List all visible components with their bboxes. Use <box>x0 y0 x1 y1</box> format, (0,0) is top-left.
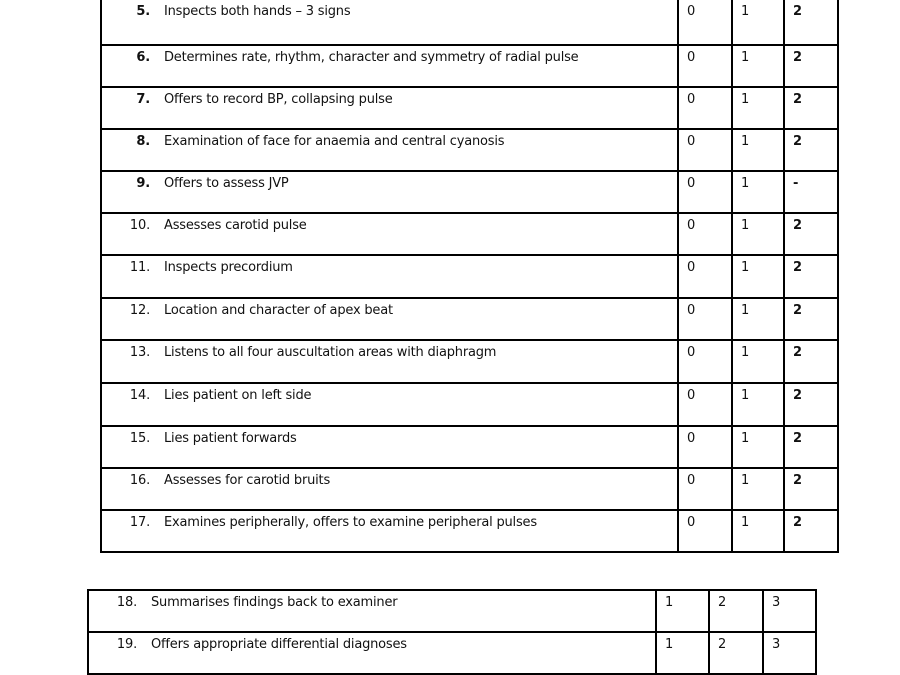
score-cell <box>763 590 816 632</box>
score-cell <box>784 468 838 510</box>
score-value: 1 <box>741 431 750 446</box>
item-number: 6. <box>136 50 150 65</box>
score-value: 1 <box>741 473 750 488</box>
table-row <box>101 468 838 510</box>
item-cell <box>101 255 678 298</box>
score-value: 0 <box>687 176 696 191</box>
score-value: 0 <box>687 388 696 403</box>
item-text: Location and character of apex beat <box>164 303 393 318</box>
score-value: 1 <box>741 515 750 530</box>
score-value: 2 <box>793 345 802 360</box>
table-row <box>101 0 838 45</box>
item-number: 10. <box>129 218 150 233</box>
table-row <box>101 340 838 383</box>
score-value: 1 <box>741 4 750 19</box>
item-number: 13. <box>129 345 150 360</box>
item-cell <box>101 171 678 213</box>
score-cell <box>678 45 732 87</box>
table-row <box>101 426 838 468</box>
item-cell <box>101 87 678 129</box>
score-value: 2 <box>718 595 727 610</box>
score-cell <box>732 298 784 340</box>
score-cell <box>678 426 732 468</box>
score-value: 1 <box>665 595 674 610</box>
score-cell <box>784 129 838 171</box>
item-text: Offers appropriate differential diagnoses <box>151 637 407 652</box>
score-cell <box>678 468 732 510</box>
score-cell <box>732 468 784 510</box>
item-text: Offers to record BP, collapsing pulse <box>164 92 393 107</box>
score-cell <box>678 340 732 383</box>
score-cell <box>784 87 838 129</box>
score-cell <box>732 45 784 87</box>
item-number: 16. <box>129 473 150 488</box>
item-cell <box>88 632 656 674</box>
score-cell <box>732 510 784 552</box>
score-value: 2 <box>793 431 802 446</box>
item-number: 18. <box>116 595 137 610</box>
item-number: 8. <box>136 134 150 149</box>
item-text: Lies patient on left side <box>164 388 312 403</box>
score-cell <box>678 213 732 255</box>
item-cell <box>88 590 656 632</box>
item-text: Examines peripherally, offers to examine peripheral pulses <box>164 515 537 530</box>
item-number: 19. <box>116 637 137 652</box>
table-row <box>101 87 838 129</box>
score-cell <box>763 632 816 674</box>
score-cell <box>732 171 784 213</box>
score-cell <box>732 426 784 468</box>
score-value: 2 <box>793 473 802 488</box>
item-number: 15. <box>129 431 150 446</box>
score-cell <box>784 298 838 340</box>
score-value: 0 <box>687 50 696 65</box>
score-cell <box>678 383 732 426</box>
score-value: 2 <box>793 515 802 530</box>
score-value: 1 <box>741 303 750 318</box>
item-text: Determines rate, rhythm, character and symmetry of radial pulse <box>164 50 579 65</box>
score-cell <box>732 129 784 171</box>
score-value: 1 <box>741 50 750 65</box>
score-value: 0 <box>687 4 696 19</box>
score-cell <box>709 632 763 674</box>
score-value: 1 <box>741 134 750 149</box>
score-cell <box>656 590 709 632</box>
score-cell <box>656 632 709 674</box>
score-cell <box>784 510 838 552</box>
score-value: 0 <box>687 431 696 446</box>
score-cell <box>784 0 838 45</box>
score-cell <box>784 426 838 468</box>
score-cell <box>784 340 838 383</box>
score-cell <box>678 87 732 129</box>
score-cell <box>784 45 838 87</box>
score-cell <box>678 0 732 45</box>
score-cell <box>784 383 838 426</box>
score-value: 2 <box>793 134 802 149</box>
score-value: 0 <box>687 345 696 360</box>
item-number: 14. <box>129 388 150 403</box>
score-cell <box>732 0 784 45</box>
table-row <box>101 129 838 171</box>
score-value: 2 <box>793 4 802 19</box>
score-cell <box>732 383 784 426</box>
checklist-table-part1 <box>100 0 839 553</box>
table-row <box>88 632 816 674</box>
table-row <box>101 213 838 255</box>
score-value: 1 <box>741 218 750 233</box>
score-value: 1 <box>665 637 674 652</box>
score-value: 0 <box>687 515 696 530</box>
score-cell <box>709 590 763 632</box>
score-cell <box>732 213 784 255</box>
item-cell <box>101 129 678 171</box>
item-text: Examination of face for anaemia and central cyanosis <box>164 134 505 149</box>
score-value: 1 <box>741 345 750 360</box>
item-cell <box>101 468 678 510</box>
item-cell <box>101 298 678 340</box>
item-text: Assesses for carotid bruits <box>164 473 331 488</box>
table-row <box>101 45 838 87</box>
item-cell <box>101 213 678 255</box>
score-cell <box>784 171 838 213</box>
table-row <box>101 255 838 298</box>
item-number: 12. <box>129 303 150 318</box>
item-number: 5. <box>136 4 150 19</box>
score-value: 2 <box>793 50 802 65</box>
score-value: 0 <box>687 92 696 107</box>
item-text: Assesses carotid pulse <box>164 218 307 233</box>
score-cell <box>784 213 838 255</box>
item-cell <box>101 45 678 87</box>
table-row <box>101 383 838 426</box>
item-number: 9. <box>136 176 150 191</box>
score-cell <box>678 510 732 552</box>
score-value: 2 <box>793 260 802 275</box>
score-cell <box>678 171 732 213</box>
item-cell <box>101 426 678 468</box>
score-value: 2 <box>718 637 727 652</box>
score-cell <box>732 255 784 298</box>
table-row <box>101 298 838 340</box>
item-text: Inspects both hands – 3 signs <box>164 4 351 19</box>
score-value: 2 <box>793 388 802 403</box>
score-value: 3 <box>772 637 781 652</box>
item-text: Summarises findings back to examiner <box>151 595 398 610</box>
score-value: 0 <box>687 473 696 488</box>
score-value: 0 <box>687 134 696 149</box>
score-cell <box>784 255 838 298</box>
score-cell <box>732 87 784 129</box>
score-cell <box>678 255 732 298</box>
score-value: 0 <box>687 303 696 318</box>
score-cell <box>678 298 732 340</box>
score-value: 2 <box>793 303 802 318</box>
item-cell <box>101 340 678 383</box>
table-row <box>88 590 816 632</box>
score-value: 2 <box>793 218 802 233</box>
score-value: 1 <box>741 260 750 275</box>
score-cell <box>678 129 732 171</box>
score-value: 0 <box>687 218 696 233</box>
score-value: 1 <box>741 388 750 403</box>
item-number: 17. <box>129 515 150 530</box>
score-value: 3 <box>772 595 781 610</box>
score-cell <box>732 340 784 383</box>
item-text: Offers to assess JVP <box>164 176 289 191</box>
score-value: 1 <box>741 176 750 191</box>
score-value: 1 <box>741 92 750 107</box>
checklist-table-part2 <box>87 589 817 675</box>
item-cell <box>101 510 678 552</box>
item-cell <box>101 383 678 426</box>
item-text: Inspects precordium <box>164 260 293 275</box>
score-value: 2 <box>793 92 802 107</box>
item-number: 11. <box>129 260 150 275</box>
item-number: 7. <box>136 92 150 107</box>
table-row <box>101 171 838 213</box>
item-text: Listens to all four auscultation areas with diaphragm <box>164 345 497 360</box>
score-value: - <box>793 176 799 191</box>
item-cell <box>101 0 678 45</box>
table-row <box>101 510 838 552</box>
item-text: Lies patient forwards <box>164 431 297 446</box>
score-value: 0 <box>687 260 696 275</box>
